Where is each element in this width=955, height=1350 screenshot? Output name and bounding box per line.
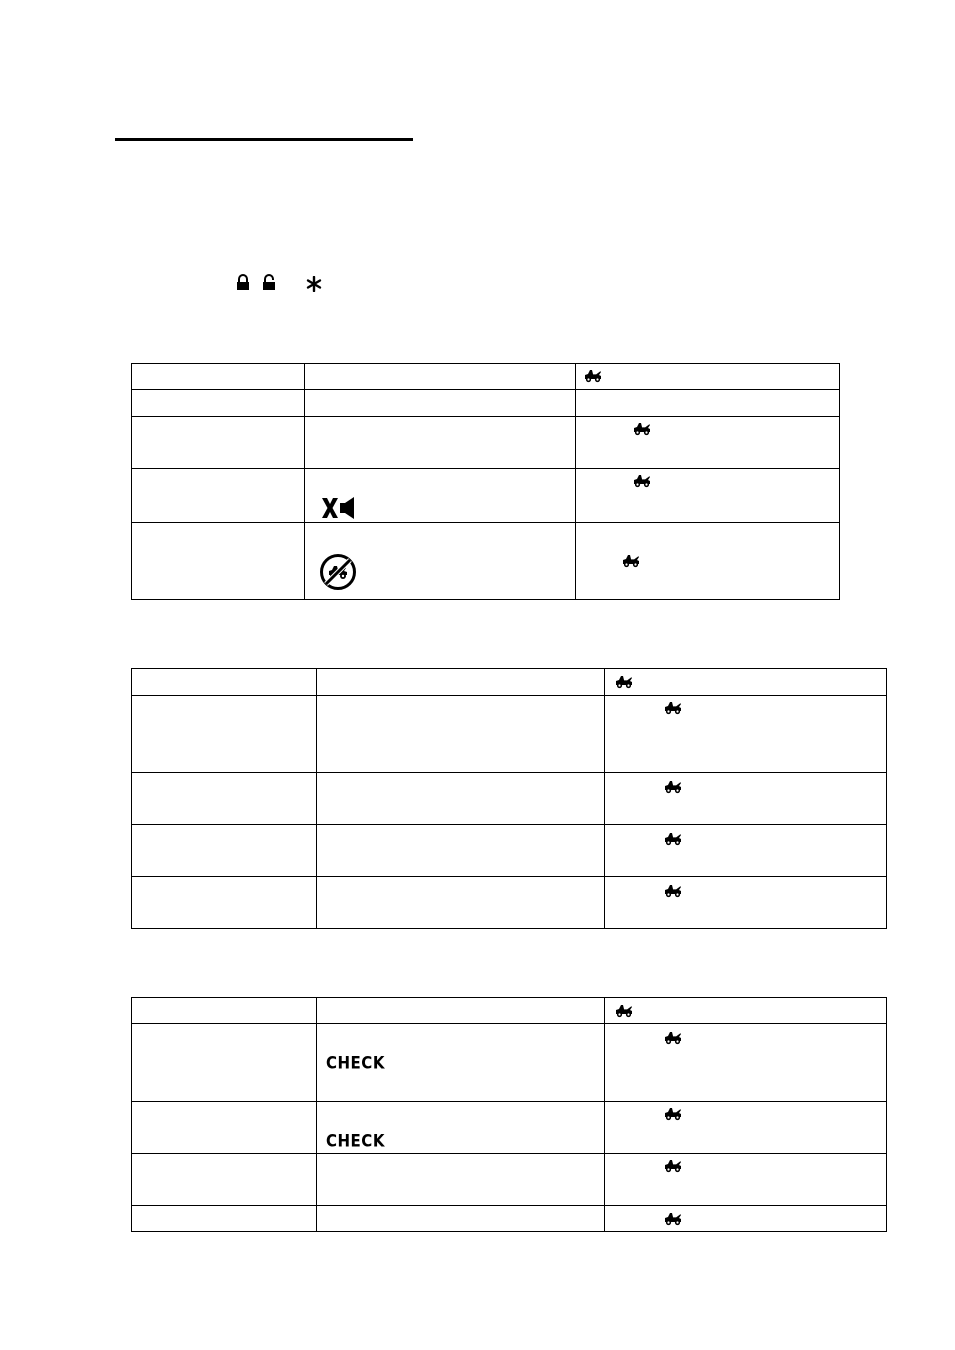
title-underline [115, 138, 413, 141]
no-vehicle-icon [319, 553, 357, 591]
table-row [132, 825, 887, 877]
table-row [132, 773, 887, 825]
table-row [132, 1024, 887, 1102]
table-row [132, 877, 887, 929]
asterisk-icon [306, 276, 322, 292]
table-row [132, 469, 840, 523]
table-row [132, 696, 887, 773]
car-trunk-open-icon [664, 1159, 682, 1173]
table-row [132, 1154, 887, 1206]
check-label: CHECK [326, 1131, 385, 1151]
lock-open-icon [262, 274, 276, 291]
table-3 [131, 997, 887, 1232]
car-trunk-open-icon [664, 832, 682, 846]
table-row [132, 390, 840, 417]
car-trunk-open-icon [584, 369, 602, 383]
table-row [132, 1206, 887, 1232]
table-row [132, 417, 840, 469]
table-2 [131, 668, 887, 929]
car-trunk-open-icon [664, 1212, 682, 1226]
car-trunk-open-icon [664, 1031, 682, 1045]
header-cell [132, 364, 305, 390]
car-trunk-open-icon [664, 884, 682, 898]
car-trunk-open-icon [633, 422, 651, 436]
lock-closed-icon [236, 274, 250, 291]
table-row [132, 523, 840, 600]
car-trunk-open-icon [615, 1004, 633, 1018]
car-trunk-open-icon [664, 780, 682, 794]
table-1 [131, 363, 840, 600]
header-cell [576, 364, 840, 390]
car-trunk-open-icon [615, 675, 633, 689]
table-row [132, 1102, 887, 1154]
car-trunk-open-icon [633, 474, 651, 488]
table-header-row [132, 669, 887, 696]
car-trunk-open-icon [664, 1107, 682, 1121]
car-trunk-open-icon [664, 701, 682, 715]
table-header-row [132, 998, 887, 1024]
mute-speaker-icon [321, 497, 356, 519]
table-header-row [132, 364, 840, 390]
car-trunk-open-icon [622, 554, 640, 568]
header-cell [305, 364, 576, 390]
check-label: CHECK [326, 1053, 385, 1073]
